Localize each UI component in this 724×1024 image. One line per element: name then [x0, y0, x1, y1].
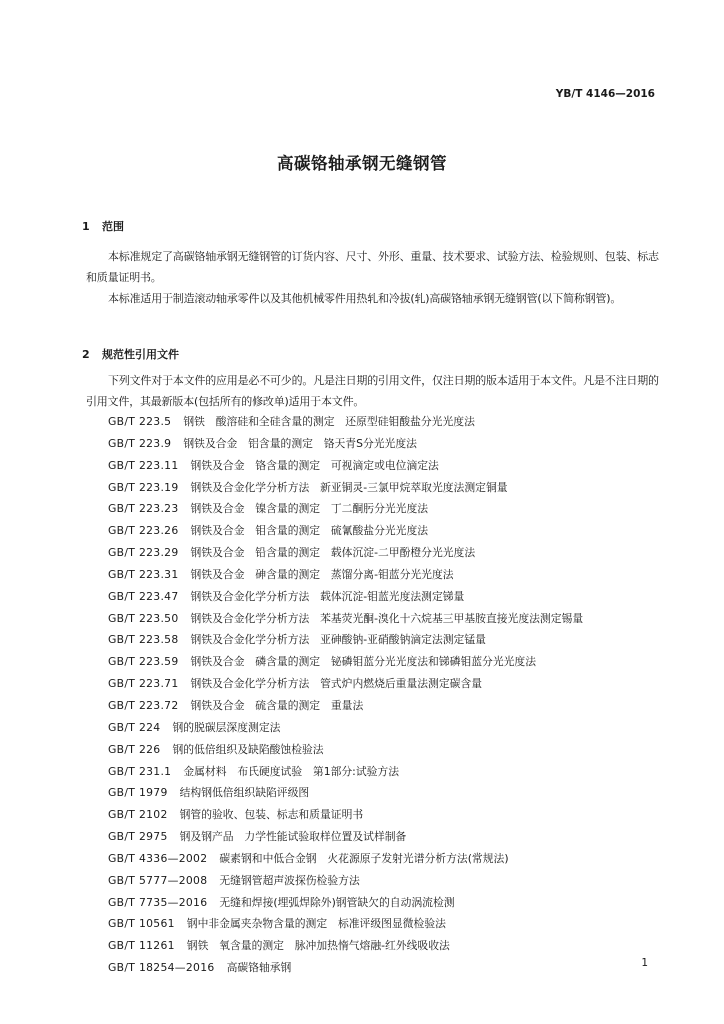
reference-code: GB/T 1979	[108, 786, 168, 800]
reference-item	[108, 695, 583, 717]
reference-item	[108, 761, 583, 783]
reference-item	[108, 586, 583, 608]
scope-paragraph-2: 本标准适用于制造滚动轴承零件以及其他机械零件用热轧和冷拔(轧)高碳铬轴承钢无缝钢管(以下简称钢管)。	[108, 292, 622, 305]
reference-code: GB/T 223.59	[108, 655, 179, 669]
reference-title: 钢铁及合金化学分析方法 管式炉内燃烧后重量法测定碳含量	[190, 677, 483, 691]
reference-code: GB/T 223.11	[108, 458, 179, 472]
reference-item	[108, 608, 583, 630]
reference-code: GB/T 223.19	[108, 480, 179, 494]
reference-code: GB/T 223.72	[108, 698, 179, 712]
reference-item	[108, 935, 583, 957]
reference-item	[108, 892, 583, 914]
standard-number: YB/T 4146—2016	[555, 88, 655, 100]
reference-code: GB/T 223.50	[108, 611, 179, 625]
section-number: 2	[82, 348, 90, 361]
reference-code: GB/T 223.31	[108, 567, 179, 581]
reference-title: 碳素钢和中低合金钢 火花源原子发射光谱分析方法(常规法)	[219, 851, 509, 865]
reference-code: GB/T 231.1	[108, 764, 172, 778]
reference-code: GB/T 226	[108, 742, 161, 756]
reference-item	[108, 957, 583, 979]
page-number: 1	[641, 957, 648, 969]
reference-title: 钢管的验收、包装、标志和质量证明书	[179, 808, 364, 822]
section-2-heading	[82, 346, 179, 362]
section-title: 规范性引用文件	[102, 348, 179, 361]
reference-code: GB/T 223.9	[108, 436, 172, 450]
section-1-heading	[82, 218, 124, 234]
reference-item	[108, 498, 583, 520]
reference-item	[108, 848, 583, 870]
section-title: 范围	[102, 220, 124, 233]
reference-code: GB/T 18254—2016	[108, 961, 215, 975]
reference-title: 钢铁及合金化学分析方法 亚砷酸钠-亚硝酸钠滴定法测定锰量	[190, 633, 486, 647]
reference-item	[108, 411, 583, 433]
reference-item	[108, 520, 583, 542]
reference-title: 钢铁 氧含量的测定 脉冲加热惰气熔融-红外线吸收法	[186, 939, 450, 953]
reference-list	[108, 411, 583, 979]
reference-code: GB/T 10561	[108, 917, 175, 931]
reference-code: GB/T 223.23	[108, 502, 179, 516]
reference-title: 钢铁及合金 砷含量的测定 蒸馏分离-钼蓝分光光度法	[190, 567, 454, 581]
scope-paragraph-1: 本标准规定了高碳铬轴承钢无缝钢管的订货内容、尺寸、外形、重量、技术要求、试验方法、检验规则、包装、标志和质量证明书。	[86, 250, 659, 284]
reference-code: GB/T 223.47	[108, 589, 179, 603]
reference-item	[108, 870, 583, 892]
reference-item	[108, 717, 583, 739]
reference-code: GB/T 7735—2016	[108, 895, 208, 909]
reference-item	[108, 826, 583, 848]
reference-title: 钢铁及合金 磷含量的测定 铋磷钼蓝分光光度法和锑磷钼蓝分光光度法	[190, 655, 537, 669]
reference-code: GB/T 223.26	[108, 524, 179, 538]
reference-item	[108, 542, 583, 564]
reference-title: 钢铁及合金化学分析方法 新亚铜灵-三氯甲烷萃取光度法测定铜量	[190, 480, 508, 494]
reference-title: 钢铁及合金 镍含量的测定 丁二酮肟分光光度法	[190, 502, 429, 516]
reference-item	[108, 782, 583, 804]
reference-title: 钢铁及合金 铅含量的测定 载体沉淀-二甲酚橙分光光度法	[190, 546, 476, 560]
reference-title: 钢铁及合金 钼含量的测定 硫氰酸盐分光光度法	[190, 524, 429, 538]
reference-code: GB/T 224	[108, 720, 161, 734]
reference-item	[108, 433, 583, 455]
reference-title: 钢铁及合金化学分析方法 苯基荧光酮-溴化十六烷基三甲基胺直接光度法测定锡量	[190, 611, 584, 625]
reference-title: 钢铁及合金 铝含量的测定 铬天青S分光光度法	[183, 436, 417, 450]
reference-item	[108, 673, 583, 695]
reference-title: 钢铁及合金化学分析方法 载体沉淀-钼蓝光度法测定锑量	[190, 589, 465, 603]
reference-item	[108, 739, 583, 761]
reference-item	[108, 477, 583, 499]
reference-item	[108, 913, 583, 935]
reference-item	[108, 804, 583, 826]
reference-title: 钢铁及合金 硫含量的测定 重量法	[190, 698, 364, 712]
reference-code: GB/T 223.71	[108, 677, 179, 691]
reference-item	[108, 564, 583, 586]
reference-title: 钢铁 酸溶硅和全硅含量的测定 还原型硅钼酸盐分光光度法	[183, 415, 475, 428]
reference-title: 钢的低倍组织及缺陷酸蚀检验法	[172, 742, 324, 756]
reference-title: 高碳铬轴承钢	[226, 961, 292, 975]
reference-code: GB/T 2975	[108, 830, 168, 844]
reference-item	[108, 651, 583, 673]
reference-title: 钢及钢产品 力学性能试验取样位置及试样制备	[179, 830, 407, 844]
references-intro: 下列文件对于本文件的应用是必不可少的。凡是注日期的引用文件，仅注日期的版本适用于本文件。凡是不注日期的引用文件，其最新版本(包括所有的修改单)适用于本文件。	[86, 374, 659, 408]
reference-title: 钢的脱碳层深度测定法	[172, 720, 281, 734]
reference-item	[108, 455, 583, 477]
reference-code: GB/T 2102	[108, 808, 168, 822]
document-title: 高碳铬轴承钢无缝钢管	[277, 154, 447, 173]
reference-code: GB/T 5777—2008	[108, 873, 208, 887]
reference-item	[108, 629, 583, 651]
reference-code: GB/T 223.58	[108, 633, 179, 647]
reference-code: GB/T 223.29	[108, 546, 179, 560]
reference-code: GB/T 4336—2002	[108, 851, 208, 865]
reference-title: 结构钢低倍组织缺陷评级图	[179, 786, 310, 800]
reference-title: 金属材料 布氏硬度试验 第1部分:试验方法	[183, 764, 400, 778]
reference-title: 无缝和焊接(埋弧焊除外)钢管缺欠的自动涡流检测	[219, 895, 455, 909]
reference-title: 无缝钢管超声波探伤检验方法	[219, 873, 360, 887]
reference-title: 钢中非金属夹杂物含量的测定 标准评级图显微检验法	[186, 917, 446, 931]
reference-title: 钢铁及合金 铬含量的测定 可视滴定或电位滴定法	[190, 458, 439, 472]
section-number: 1	[82, 220, 90, 233]
reference-code: GB/T 223.5	[108, 415, 172, 428]
reference-code: GB/T 11261	[108, 939, 175, 953]
